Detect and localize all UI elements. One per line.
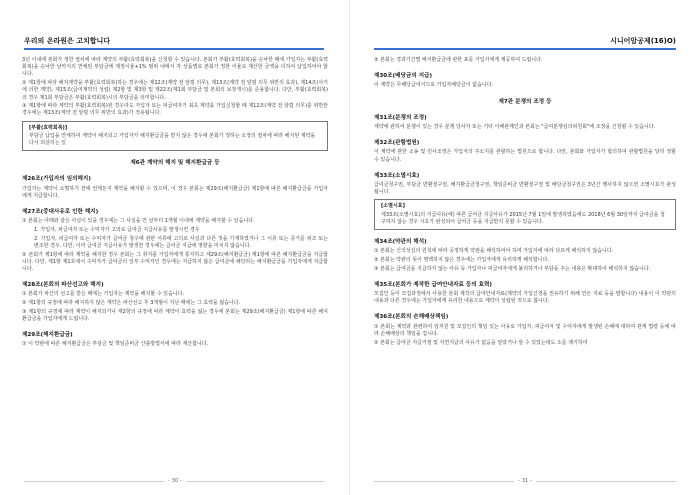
article-text: 이 계약은 무배당급여이므로 가입자배당금이 없습니다.: [374, 82, 494, 89]
right-page-header: 시니어암공제(16)O): [610, 37, 676, 45]
article-text: ① 본회는 계약과 관련하여 임직원 및 모집인의 책임 있는 사유로 가입자, 피급여자 및 수익자에게 발생된 손해에 대하여 관계 법령 등에 따라 손해배상의 책임을 집니다.: [374, 323, 676, 337]
article-text: ③ 본회는 급여금을 지급하지 않는 사유 등 가입자나 피급여자에게 불리하거나 부담을 주는 내용은 확대하여 해석하지 않습니다.: [374, 265, 651, 272]
article-text: ② 본회는 약관의 뜻이 명백하지 않은 경우에는 가입자에게 유리하게 해석합니다.: [374, 256, 549, 263]
article-title: 제35조(본회가 제작한 급여안내자료 등의 효력): [374, 281, 492, 288]
article-title: 제30조(배당금의 지급): [374, 73, 433, 80]
page-number: - 31 -: [514, 478, 536, 484]
intro-paragraph: 3년 이내에 본회가 정한 절차에 따라 계약의 부활(효력회복)을 신청할 수 있습니다. 본회가 부활(효력회복)을 승낙한 때에 가입자는 부활(효력회복)을 승낙한 날까지의 연체된 부담금에 계정이율+1% 범위 내에서 각 상품별로 본회가 정한 이율로 계산한 금액을 더하여 납입하여야 합니다.: [22, 57, 328, 78]
article-item: 2. 가입자, 피급여자 또는 수익자가 급여금 청구에 관한 서류에 고의로 사실과 다른 것을 기재하였거나 그 서류 또는 증거를 위조 또는 변조한 경우. 다만, 이미 급여금 지급사유가 발생한 경우에는 급여금 지급에 영향을 미치지 않습니다.: [34, 235, 328, 249]
article-text: ③ 제1항의 규정에 따라 계약이 해지되거나 제2항의 규정에 따라 계약이 효력을 잃는 경우에 본회는 제29조(해지환급금) 제1항에 따른 해지환급금을 가입자에게 드립니다.: [22, 308, 328, 322]
article-text: 이 계약에 관한 소송 및 민사조정은 가입자의 주소지를 관할하는 법원으로 합니다. 다만, 본회와 가입자가 합의하여 관할법원을 달리 정할 수 있습니다.: [374, 149, 676, 163]
left-page-header: 우리의 온라원은 고치합니다: [24, 37, 111, 45]
article-text: ① 본회가 파산의 선고를 받은 때에는 가입자는 계약을 해지할 수 있습니다.: [22, 291, 185, 298]
article-title: 제33조(소멸시효): [374, 172, 420, 179]
note-title: [소멸시효]: [381, 203, 405, 210]
chapter-heading: 제7관 분쟁의 조정 등: [498, 98, 552, 105]
article-title: 제28조(본회의 파산선고와 해지): [22, 282, 104, 289]
article-text: ② 제1항의 규정에 따라 해지하지 않은 계약은 파산선고 후 3개월이 지난 때에는 그 효력을 잃습니다.: [22, 300, 241, 307]
article-text: ② 본회는 경과기간별 해지환급금에 관한 표를 가입자에게 제공하여 드립니다.: [374, 57, 543, 63]
article-title: 제26조(가입자의 임의해지): [22, 176, 91, 183]
article-title: 제31조(분쟁의 조정): [374, 114, 427, 121]
article-text: ① 본회는 신의성실의 원칙에 따라 공정하게 약관을 해석하여야 하며 가입자에 따라 다르게 해석하지 않습니다.: [374, 248, 614, 255]
article-text: ② 본회는 급여금 지급거절 및 지연지급의 사유가 없음을 알았거나 알 수 있었는데도 소를 제기하여: [374, 339, 588, 346]
article-text: 계약에 관하여 분쟁이 있는 경우 분쟁 당사자 또는 기타 이해관계인과 본회는 "급여분쟁심의위원회"에 조정을 신청할 수 있습니다.: [374, 124, 656, 131]
article-text: ② 본회가 제1항에 따라 계약을 해지한 경우 본회는 그 취지를 가입자에게 통지하고 제29조(해지환급금) 제1항에 따른 해지환급금을 지급합니다. 다만, 제1항 제1호에서 수익자가 급여금의 일부 수익자인 경우에는 지급하지 않은 급여금에 해당하는 해지환급금을 가입자에게 지급합니다.: [22, 251, 328, 272]
article-text: 모집인 등이 모집과정에서 사용한 본회 제작의 급여안내자료(계약의 가입신청을 권유하기 위해 만든 자료 등을 말합니다) 내용이 이 약관의 내용과 다른 경우에는 가입자에게 유리한 내용으로 계약이 성립된 것으로 봅니다.: [374, 291, 676, 305]
page-number: - 30 -: [164, 478, 186, 484]
chapter-heading: 제6관 계약의 해지 및 해지환급금 등: [130, 160, 220, 167]
intro-paragraph: ③ 제1항에 따라 계약의 부활(효력회복)된 경우라도 가입자 또는 피급여자가 최초 계약을 가입신청할 때 제12조(계약 전 알릴 의무)를 위반한 경우에는 제13조(계약 전 알릴 의무 위반의 효과)가 적용됩니다.: [22, 103, 328, 117]
article-text: 가입자는 계약이 소멸하기 전에 언제든지 계약을 해지할 수 있으며, 이 경우 본회는 제29조(해지환급금) 제1항에 따른 해지환급금을 가입자에게 지급합니다.: [22, 185, 328, 199]
note-box-revival: [22, 121, 328, 152]
article-title: 제34조(약관의 해석): [374, 239, 427, 246]
article-title: 제36조(본회의 손해배상책임): [374, 314, 449, 321]
article-item: 1. 가입자, 피급여자 또는 수익자가 고의로 급여금 지급사유를 발생시킨 경우: [34, 226, 200, 233]
left-header-rule: [24, 48, 324, 50]
note-title: [부활(효력회복)]: [29, 124, 68, 131]
article-text: 급여금청구권, 부담금 반환청구권, 해지환급금청구권, 책임준비금 반환청구권 및 배당금청구권은 3년간 행사하지 않으면 소멸시효가 완성됩니다.: [374, 182, 676, 196]
article-text: ① 본회는 아래와 같은 사실이 있을 경우에는 그 사실을 안 날부터 1개월 이내에 계약을 해지할 수 있습니다.: [22, 218, 255, 225]
article-title: 제27조(중대사유로 인한 해지): [22, 209, 99, 216]
article-text: ① 이 약관에 따른 해지환급금은 부담금 및 책임준비금 산출방법서에 따라 계산합니다.: [22, 341, 209, 348]
note-body: 부담금 납입을 연체하여 계약이 해지되고 가입자가 해지환급금을 받지 않은 경우에 본회가 정하는 소정의 절차에 따라 해지된 계약을 다시 되살리는 일: [29, 132, 316, 147]
note-box-extinctive-prescription: [374, 199, 676, 230]
right-header-rule: [374, 48, 676, 50]
left-page-content: [22, 57, 328, 350]
intro-paragraph: ② 제1항에 따라 해지계약을 부활(효력회복)하는 경우에는 제12조(계약 전 알릴 의무), 제13조(계약 전 알릴 의무 위반의 효과), 제14조(사기에 의한 계약), 제15조(급여계약의 성립) 제2항 및 제3항 및 제22조(제1회 부담금 및 본회의 보장개시)를 준용합니다. 다만, 부활(효력회복)의 경우 제1회 부담금은 부활(효력회복)시의 부담금을 의미합니다.: [22, 80, 328, 101]
article-title: 제29조(해지환급금): [22, 332, 73, 339]
right-page: [350, 0, 700, 495]
right-page-content: [374, 57, 676, 348]
article-title: 제32조(관할법원): [374, 140, 420, 147]
note-body: 제33조(소멸시효)의 지급사유(에) 따른 급여금 지급사유가 2015년 7월 1일에 발생하였음에도 2018년 6월 30일까지 급여금을 청구하지 않는 경우 시효가 완성되어 급여금 등을 지급받지 못할 수 있습니다.: [381, 211, 665, 225]
